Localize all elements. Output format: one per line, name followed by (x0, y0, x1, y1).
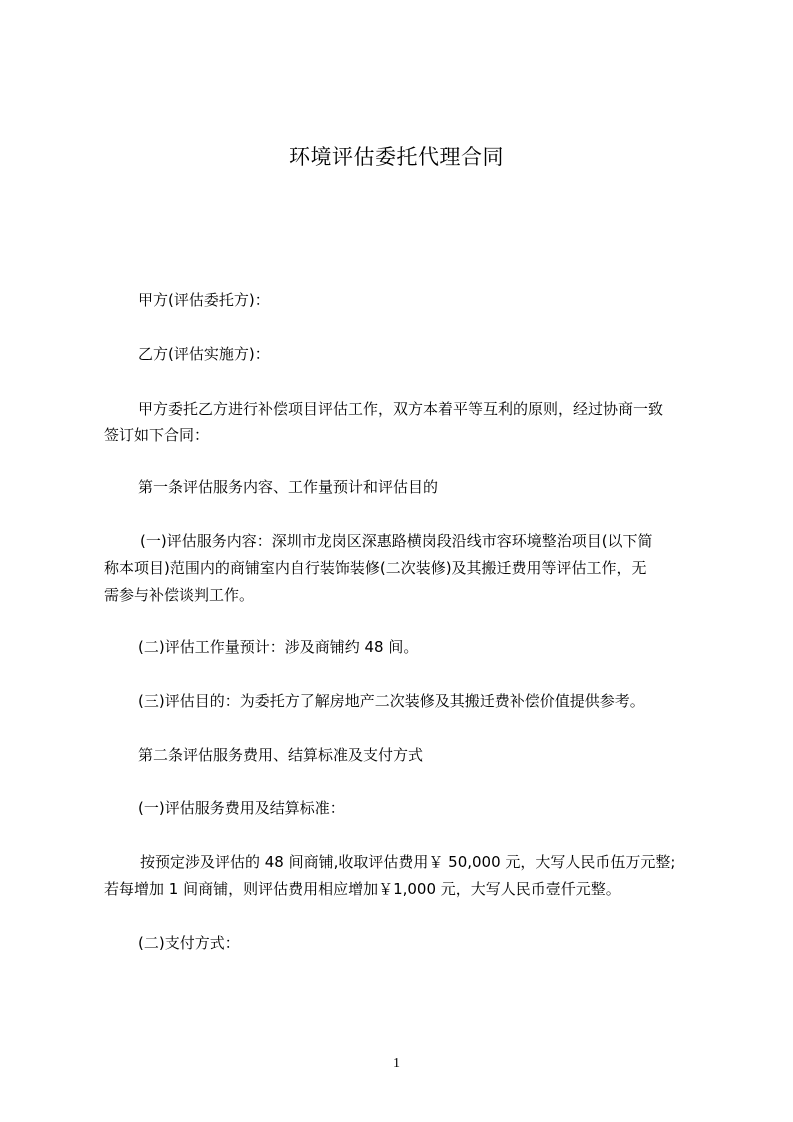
article-1-item-1-line-3: 需参与补偿谈判工作。 (104, 586, 255, 604)
article-2-item-1: (一)评估服务费用及结算标准： (138, 799, 345, 817)
article-1-item-1-line-2: 称本项目)范围内的商铺室内自行装饰装修(二次装修)及其搬迁费用等评估工作，无 (104, 559, 647, 577)
page-title: 环境评估委托代理合同 (289, 145, 504, 169)
page-number: 1 (393, 1056, 400, 1071)
fee-line-2: 若每增加 1 间商铺，则评估费用相应增加￥1,000 元，大写人民币壹仟元整。 (104, 880, 621, 898)
article-1-heading: 第一条评估服务内容、工作量预计和评估目的 (138, 478, 439, 496)
article-1-item-1-line-1: (一)评估服务内容：深圳市龙岗区深惠路横岗段沿线市容环境整治项目(以下简 (140, 532, 653, 550)
party-b-label: 乙方(评估实施方)： (138, 345, 270, 363)
article-2-heading: 第二条评估服务费用、结算标准及支付方式 (138, 746, 424, 764)
intro-line-2: 签订如下合同： (104, 426, 210, 444)
intro-line-1: 甲方委托乙方进行补偿项目评估工作，双方本着平等互利的原则，经过协商一致 (138, 400, 664, 418)
article-1-item-2: (二)评估工作量预计：涉及商铺约 48 间。 (138, 638, 419, 656)
fee-line-1: 按预定涉及评估的 48 间商铺,收取评估费用￥ 50,000 元，大写人民币伍万元整; (140, 853, 676, 871)
article-1-item-3: (三)评估目的：为委托方了解房地产二次装修及其搬迁费补偿价值提供参考。 (138, 692, 645, 710)
article-2-item-2: (二)支付方式： (138, 934, 240, 952)
party-a-label: 甲方(评估委托方)： (138, 291, 270, 309)
